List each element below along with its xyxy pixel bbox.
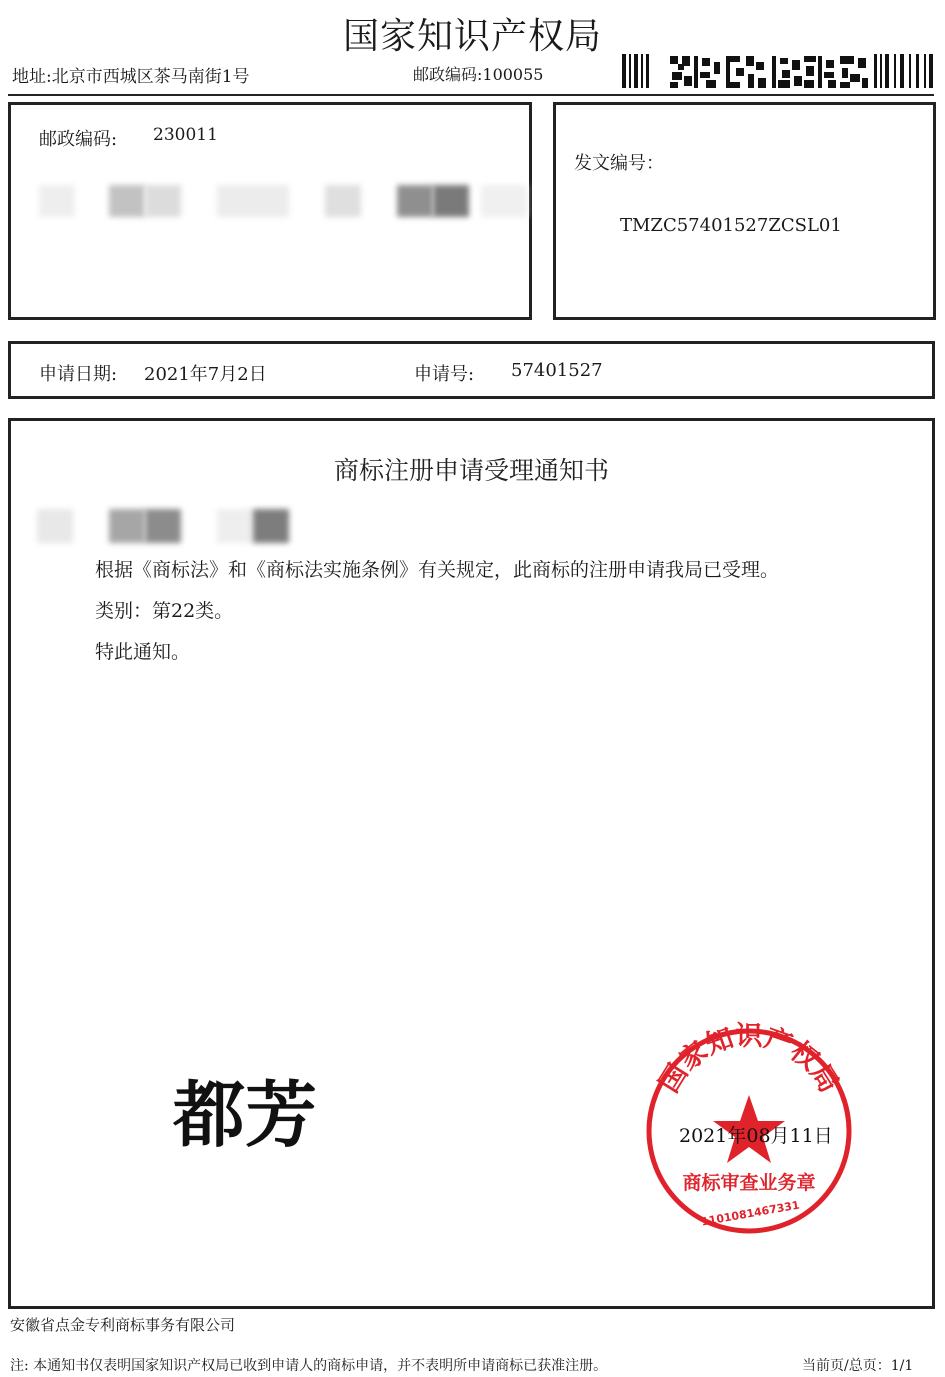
document-number-value: TMZC57401527ZCSL01 [620, 215, 842, 236]
notice-title: 商标注册申请受理通知书 [333, 456, 609, 485]
application-number-value: 57401527 [511, 360, 603, 381]
footer-note: 注: 本通知书仅表明国家知识产权局已收到申请人的商标申请，并不表明所申请商标已获准注册。 [10, 1358, 608, 1374]
notice-paragraph: 根据《商标法》和《商标法实施条例》有关规定，此商标的注册申请我局已受理。 [95, 559, 780, 581]
seal-arc-text: 国家知识产权局 [653, 1021, 845, 1099]
application-number-label: 申请号: [414, 364, 475, 385]
header-divider [8, 94, 934, 96]
recipient-box [8, 102, 532, 320]
notice-box [8, 418, 935, 1309]
issue-date: 2021年08月11日 [679, 1125, 833, 1147]
seal-bottom-text: 商标审查业务章 [682, 1172, 816, 1194]
postal-line: 邮政编码:100055 [413, 65, 544, 84]
page-indicator: 当前页/总页：1/1 [802, 1358, 914, 1374]
address-line: 地址:北京市西城区茶马南街1号 [12, 67, 250, 87]
agency-title: 国家知识产权局 [342, 16, 602, 57]
notice-class-line: 类别：第22类。 [95, 600, 234, 622]
agent-name: 安徽省点金专利商标事务有限公司 [10, 1316, 236, 1334]
application-date-value: 2021年7月2日 [144, 364, 267, 385]
application-date-label: 申请日期: [39, 364, 118, 385]
document-number-box [553, 102, 936, 320]
signature: 都芳 [173, 1073, 318, 1157]
notice-closing: 特此通知。 [95, 641, 191, 663]
application-info-box [8, 341, 935, 399]
recipient-postal-code: 230011 [153, 125, 218, 145]
document-number-label: 发文编号： [574, 153, 664, 174]
barcode [622, 52, 934, 90]
recipient-postal-label: 邮政编码: [39, 129, 118, 150]
seal-serial: 1101081467331 [700, 1198, 801, 1229]
